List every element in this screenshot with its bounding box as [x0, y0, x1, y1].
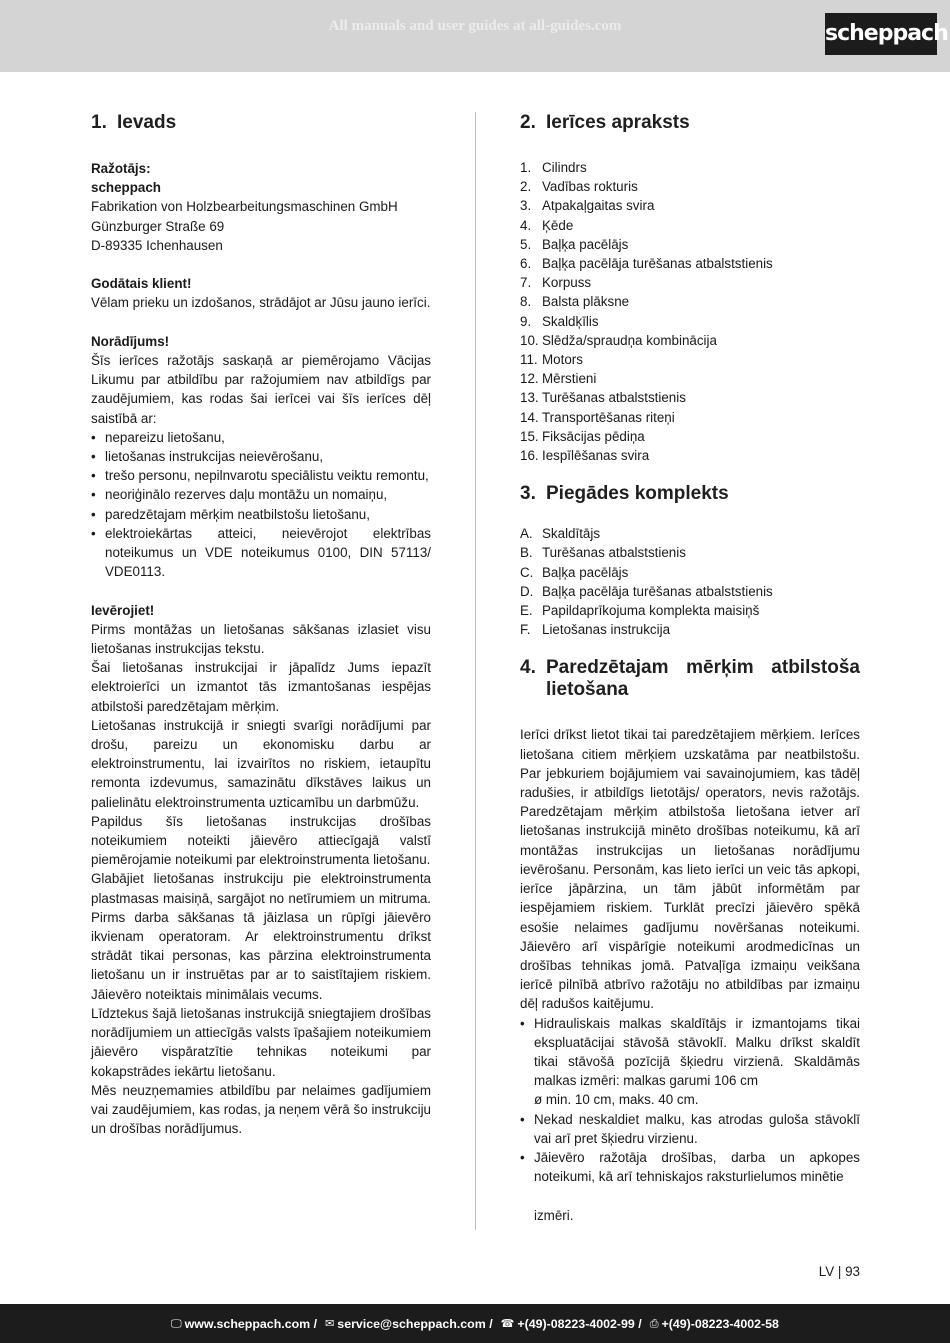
list-item: • neoriģinālo rezerves daļu montāžu un nomaiņu,: [91, 485, 431, 504]
list-item-label: Skaldķīlis: [542, 313, 599, 329]
attention-paragraph: Glabājiet lietošanas instrukciju pie elektroinstrumenta plastmasas maisiņā, sargājot no netīrumiem un mitruma. Pirms darba sākšanas tā jāizlasa un rūpīgi jāievēro ikvienam operatoram. Ar elektroinstrumentu drīkst strādāt tikai personas, kas pārzina elektroinstrumenta lietošanu un ir instruētas par ar to saistītajiem riskiem. Jāievēro noteiktais minimālais vecums.: [91, 871, 431, 1002]
list-item-label: Skaldītājs: [542, 526, 601, 542]
manufacturer-name: scheppach: [91, 180, 161, 196]
device-parts-list: [520, 158, 860, 465]
list-item: [520, 582, 860, 601]
attention-paragraph: Lietošanas instrukcijā ir sniegti svarīgi norādījumi par drošu, pareizu un ekonomisku darbu ar elektroinstrumentu, lai izvairītos no riskiem, ietaupītu remonta izdevumus, samazinātu dīkstāves laikus un palielinātu elektroinstrumenta uzticamību un darbmūžu.: [91, 717, 431, 810]
section-number: 1.: [91, 112, 107, 133]
list-item-number: 13.: [520, 390, 539, 406]
website-link[interactable]: www.scheppach.com /: [184, 1316, 318, 1331]
list-item-label: Lietošanas instrukcija: [542, 622, 671, 638]
list-item-number: 8.: [520, 294, 532, 310]
list-item: [520, 601, 860, 620]
list-item-label: Fiksācijas pēdiņa: [542, 428, 645, 444]
list-item-label: Cilindrs: [542, 160, 587, 175]
notice-heading: Norādījums!: [91, 333, 170, 349]
monitor-icon: 🖵: [171, 1316, 182, 1330]
phone-icon: ☎: [500, 1317, 515, 1330]
list-item-label: Ķēde: [542, 217, 574, 233]
mail-icon: ✉: [325, 1317, 335, 1330]
list-item: [520, 216, 860, 235]
fax-icon: ⎙: [649, 1316, 659, 1330]
section-heading-intro: [91, 112, 431, 134]
section-heading-intended-use-line2: [520, 679, 860, 701]
list-item: [520, 292, 860, 311]
intended-use-paragraph: Ierīci drīkst lietot tikai tai paredzētajiem mērķiem. Ierīces lietošana citiem mērķiem uzskatāma par neatbilstošu. Par jebkuriem bojājumiem vai savainojumiem, kas tādēļ radušies, ir atbildīgs lietotājs/ operators, nevis ražotājs. Paredzētajam mērķim atbilstoša lietošana ietver arī lietošanas instrukcijā minēto drošības noteikumu, kā arī montāžas instrukcijas un lietošanas norādījumu ievērošanu. Personām, kas lieto ierīci un veic tās apkopi, ierīce jāpārzina, un tām jābūt informētām par iespējamiem riskiem. Turklāt precīzi jāievēro spēkā esošie nelaimes gadījumu novēršanas noteikumi. Jāievēro arī vispārīgie noteikumi arodmedicīnas un drošības tehnikas jomā. Patvaļīga izmaiņu veikšana ierīcē pilnībā atbrīvo ražotāju no atbildības par izmaiņu dēļ radušos kaitējumu.: [520, 727, 860, 1012]
left-column: [91, 112, 431, 1138]
list-item-number: 4.: [520, 217, 532, 233]
email-link[interactable]: service@scheppach.com /: [337, 1316, 493, 1331]
list-item: [520, 196, 860, 215]
list-item-number: 10.: [520, 332, 539, 348]
list-item: • nepareizu lietošanu,: [91, 428, 431, 447]
list-item-number: D.: [520, 583, 534, 599]
list-item: [520, 408, 860, 427]
list-item: • trešo personu, nepilnvarotu speciālistu veiktu remontu,: [91, 466, 431, 485]
column-divider: [475, 112, 476, 1230]
address-line: Fabrikation von Holzbearbeitungsmaschinen GmbH: [91, 199, 398, 215]
list-item-label: Turēšanas atbalststienis: [542, 545, 686, 561]
list-item-number: 15.: [520, 428, 539, 444]
list-item: [520, 312, 860, 331]
footer-contact-bar: [0, 1304, 950, 1343]
list-item-label: Baļķa pacēlājs: [542, 236, 629, 252]
notice-text: Šīs ierīces ražotājs saskaņā ar piemērojamo Vācijas Likumu par atbildību par ražojumiem nav atbildīgs par zaudējumiem, kas rodas šai ierīcei vai šīs ierīces dēļ saistībā ar:: [91, 353, 431, 426]
list-item: [520, 1014, 860, 1110]
attention-heading: Ievērojiet!: [91, 602, 155, 618]
list-item-label: Turēšanas atbalststienis: [542, 390, 686, 406]
list-item: [520, 388, 860, 407]
list-item-text: Hidrauliskais malkas skaldītājs ir izmantojams tikai ekspluatācijai stāvošā stāvoklī. Malku drīkst skaldīt tikai stāvošā pozīcijā šķiedru virzienā. Skaldāmās malkas izmēri: malkas garumi 106 cm: [534, 1015, 860, 1089]
list-item-label: Korpuss: [542, 275, 592, 291]
phone-number: +(49)-08223-4002-99 /: [517, 1316, 642, 1331]
list-item-number: 12.: [520, 371, 539, 387]
right-column: [520, 112, 860, 1226]
list-item: [520, 273, 860, 292]
list-item-label: Baļķa pacēlāja turēšanas atbalststienis: [542, 256, 773, 272]
list-item-number: 2.: [520, 179, 532, 195]
address-line: Günzburger Straße 69: [91, 218, 225, 234]
section-heading-intended-use: [520, 657, 860, 679]
list-item: [520, 446, 860, 465]
list-item: [520, 235, 860, 254]
section-title: Ierīces apraksts: [546, 112, 690, 133]
list-item-label: Transportēšanas riteņi: [542, 409, 675, 425]
list-item: • elektroiekārtas atteici, neievērojot elektrības noteikumus un VDE noteikumus 0100, DIN 57113/ VDE0113.: [91, 524, 431, 582]
wood-diameter-range: ø min. 10 cm, maks. 40 cm.: [534, 1092, 699, 1108]
list-item-label: Baļķa pacēlāja turēšanas atbalststienis: [542, 583, 773, 599]
greeting-text: Vēlam prieku un izdošanos, strādājot ar Jūsu jauno ierīci.: [91, 295, 431, 311]
delivery-contents-list: [520, 524, 860, 639]
list-item: • Nekad neskaldiet malku, kas atrodas guloša stāvoklī vai arī pret šķiedru virzienu.: [520, 1110, 860, 1148]
section-number: 4.: [520, 657, 536, 679]
list-item: [520, 1148, 860, 1226]
intended-use-list: [520, 1014, 860, 1226]
list-item-number: E.: [520, 603, 533, 619]
scheppach-logo: scheppach: [825, 13, 937, 55]
list-item: [520, 350, 860, 369]
list-item-number: F.: [520, 622, 531, 638]
manufacturer-label: Ražotājs:: [91, 161, 151, 176]
list-item-label: Atpakaļgaitas svira: [542, 198, 655, 214]
section-heading-description: [520, 112, 860, 134]
section-number: 3.: [520, 483, 536, 505]
list-item-number: 1.: [520, 160, 532, 175]
list-item: • lietošanas instrukcijas neievērošanu,: [91, 447, 431, 466]
page-number: LV | 93: [818, 1264, 860, 1279]
watermark-text: All manuals and user guides at all-guides.com: [328, 18, 622, 34]
list-item-number: C.: [520, 564, 534, 580]
list-item-number: 3.: [520, 198, 532, 214]
list-item-number: 6.: [520, 256, 532, 272]
section-heading-delivery: [520, 483, 860, 505]
attention-paragraph: Mēs neuzņemamies atbildību par nelaimes gadījumiem vai zaudējumiem, kas rodas, ja neņem vērā šo instrukciju un drošības norādījumus.: [91, 1082, 431, 1137]
list-item-number: A.: [520, 526, 533, 542]
list-item: [520, 620, 860, 639]
list-item-text: Jāievēro ražotāja drošības, darba un apkopes noteikumi, kā arī tehniskajos raksturlielumos minētie: [534, 1149, 860, 1185]
list-item-number: 16.: [520, 448, 539, 464]
list-item-label: Motors: [542, 352, 583, 368]
list-item: • paredzētajam mērķim neatbilstošu lietošanu,: [91, 505, 431, 524]
attention-paragraph: Pirms montāžas un lietošanas sākšanas izlasiet visu lietošanas instrukcijas tekstu.: [91, 621, 431, 657]
list-item-number: 9.: [520, 313, 532, 329]
section-title: Ievads: [117, 112, 177, 133]
list-item-label: Iespīlēšanas svira: [542, 448, 650, 464]
list-item: [520, 158, 860, 177]
header-band: [0, 0, 950, 72]
list-item-number: B.: [520, 545, 533, 561]
greeting-heading: Godātais klient!: [91, 276, 192, 292]
attention-paragraph: Līdztekus šajā lietošanas instrukcijā sniegtajiem drošības norādījumiem un attiecīgās valsts īpašajiem noteikumiem jāievēro vispāratzītie tehnikas noteikumi par kokapstrādes iekārtu lietošanu.: [91, 1005, 431, 1079]
list-item: [520, 369, 860, 388]
list-item-number: 5.: [520, 236, 532, 252]
notice-list: [91, 428, 431, 582]
list-item-label: Papildaprīkojuma komplekta maisiņš: [542, 603, 760, 619]
list-item: [520, 524, 860, 543]
attention-paragraph: Papildus šīs lietošanas instrukcijas drošības noteikumiem noteikti jāievēro attiecīgajā valstī piemērojamie noteikumi par elektroinstrumenta lietošanu.: [91, 813, 431, 868]
section-title: Piegādes komplekts: [546, 483, 729, 505]
list-item-label: Balsta plāksne: [542, 294, 630, 310]
section-number: 2.: [520, 112, 536, 133]
list-item-label: Vadības rokturis: [542, 179, 638, 195]
list-item-text-end: izmēri.: [534, 1208, 574, 1224]
section-title: lietošana: [546, 679, 629, 701]
fax-number: +(49)-08223-4002-58: [661, 1316, 779, 1331]
list-item: [520, 177, 860, 196]
list-item: [520, 427, 860, 446]
list-item-number: 14.: [520, 409, 539, 425]
list-item-number: 11.: [520, 352, 538, 368]
list-item: [520, 543, 860, 562]
list-item: [520, 254, 860, 273]
list-item-label: Slēdža/spraudņa kombinācija: [542, 332, 717, 348]
list-item: [520, 331, 860, 350]
address-line: D-89335 Ichenhausen: [91, 237, 223, 253]
list-item: [520, 563, 860, 582]
section-title: Paredzētajam mērķim atbilstoša: [546, 657, 860, 679]
list-item-label: Mērstieni: [542, 371, 597, 387]
attention-paragraph: Šai lietošanas instrukcijai ir jāpalīdz Jums iepazīt elektroierīci un izmantot tās izmantošanas iespējas atbilstoši paredzētajam mērķim.: [91, 660, 431, 714]
list-item-label: Baļķa pacēlājs: [542, 564, 629, 580]
list-item-number: 7.: [520, 275, 532, 291]
